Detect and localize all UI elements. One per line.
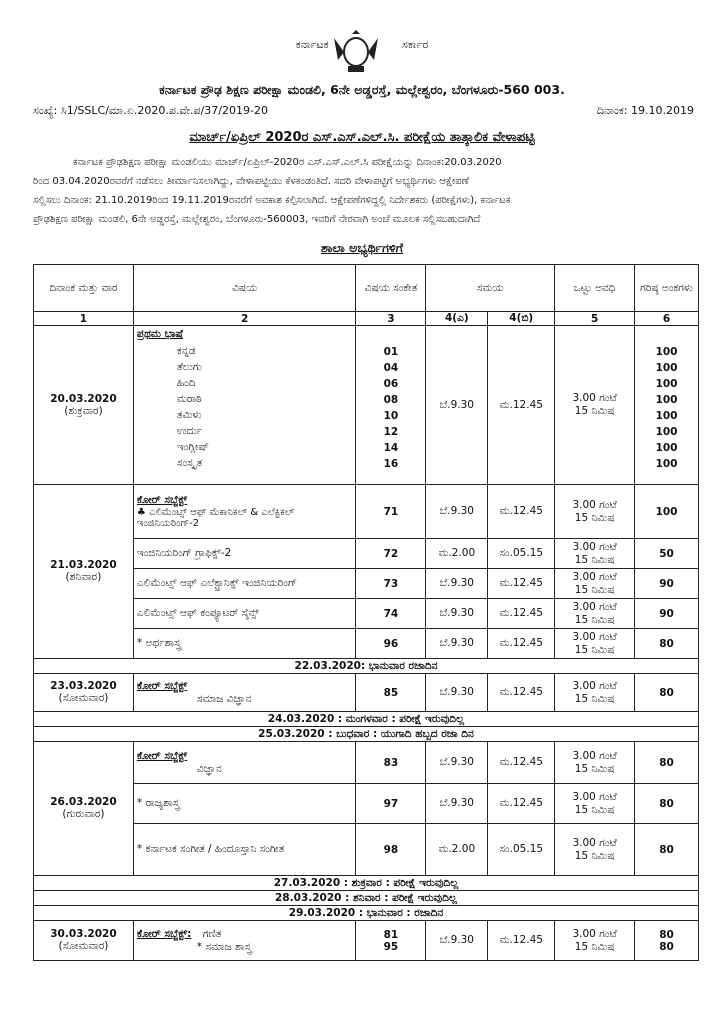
intro-line: ಪ್ರೌಢಶಿಕ್ಷಣ ಪರೀಕ್ಷಾ ಮಂಡಲಿ, 6ನೇ ಅಡ್ಡರಸ್ತೆ, ಮಲ್ಲೇಶ್ವರಂ, ಬೆಂಗಳೂರು-560003, ಇವರಿಗೆ ನೇರವಾಗಿ ಅಂಚೆ ಮೂಲಕ ಸಲ್ಲಿಸಬಹುದಾಗಿದೆ	[33, 214, 481, 225]
duration-hours: 3.00 ಗಂಟೆ	[572, 570, 617, 583]
table-row	[34, 569, 699, 599]
col-number: 6	[635, 312, 699, 326]
duration-hours: 3.00 ಗಂಟೆ	[572, 540, 617, 553]
subject-code: 12	[383, 426, 399, 438]
subject-group-heading: ಪ್ರಥಮ ಭಾಷೆ	[136, 328, 183, 340]
start-time: ಬೆ.9.30	[426, 629, 488, 659]
end-time: ಮ.12.45	[488, 599, 555, 629]
date-text: 30.03.2020	[50, 928, 117, 940]
exam-date	[34, 485, 134, 659]
date-text: 26.03.2020	[50, 796, 117, 808]
end-time: ಮ.12.45	[488, 674, 555, 712]
subject-name: ಸಮಾಜ ವಿಜ್ಞಾನ	[196, 692, 252, 705]
subject-code: 04	[383, 362, 399, 374]
start-time: ಬೆ.9.30	[426, 599, 488, 629]
duration-minutes: 15 ನಿಮಿಷ	[574, 803, 615, 816]
table-row	[34, 326, 699, 485]
start-time: ಬೆ.9.30	[426, 326, 488, 485]
day-text: (ಶುಕ್ರವಾರ)	[64, 404, 103, 417]
max-marks: 100	[655, 442, 678, 454]
subject-name: ಎಲಿಮೆಂಟ್ಸ್ ಆಫ್ ಕಂಪ್ಯೂಟರ್ ಸೈನ್ಸ್	[133, 599, 356, 629]
holiday-row	[34, 876, 699, 891]
end-time: ಮ.12.45	[488, 569, 555, 599]
subject-name: ಗಣಿತ	[202, 927, 222, 940]
subject-name: ಹಿಂದಿ	[176, 377, 196, 389]
day-text: (ಶನಿವಾರ)	[65, 571, 102, 583]
table-header-row	[34, 265, 699, 312]
start-time: ಬೆ.9.30	[426, 674, 488, 712]
date-text: 23.03.2020	[50, 680, 117, 692]
subject-cell	[133, 326, 356, 485]
subject-code: 14	[383, 442, 399, 454]
duration-minutes: 15 ನಿಮಿಷ	[574, 940, 615, 953]
intro-line: ಕರ್ನಾಟಕ ಪ್ರೌಢಶಿಕ್ಷಣ ಪರೀಕ್ಷಾ ಮಂಡಲಿಯು ಮಾರ್ಚ್/ಏಪ್ರಿಲ್-2020ರ ಎಸ್.ಎಸ್.ಎಲ್.ಸಿ ಪರೀಕ್ಷೆಯನ್ನು ದಿನಾಂಕ:20.03.2020	[73, 157, 502, 168]
duration-minutes: 15 ನಿಮಿಷ	[574, 762, 615, 775]
duration-minutes: 15 ನಿಮಿಷ	[574, 692, 615, 705]
holiday-note: 25.03.2020 : ಬುಧವಾರ : ಯುಗಾದಿ ಹಬ್ಬದ ರಜಾ ದಿನ	[34, 727, 699, 742]
duration-hours: 3.00 ಗಂಟೆ	[572, 927, 617, 940]
duration-minutes: 15 ನಿಮಿಷ	[574, 849, 615, 862]
holiday-row	[34, 659, 699, 674]
day-text: (ಸೋಮವಾರ)	[58, 940, 109, 952]
subject-name: ಸಂಸ್ಕೃತ	[176, 457, 203, 469]
holiday-note: 27.03.2020 : ಶುಕ್ರವಾರ : ಪರೀಕ್ಷೆ ಇರುವುದಿಲ್ಲ	[34, 876, 699, 891]
max-marks: 90	[635, 569, 699, 599]
max-marks: 100	[655, 346, 678, 358]
max-marks: 80	[659, 928, 674, 941]
subject-name: * ಕರ್ನಾಟಕ ಸಂಗೀತ / ಹಿಂದೂಸ್ತಾನಿ ಸಂಗೀತ	[133, 824, 356, 876]
emblem-icon	[330, 30, 382, 74]
subject-cell	[133, 742, 356, 784]
intro-line: ರಿಂದ 03.04.2020ರವರೆಗೆ ನಡೆಸಲು ತೀರ್ಮಾನಿಸಲಾಗಿದ್ದು, ವೇಳಾಪಟ್ಟಿಯು ಕೆಳಕಂಡಂತಿದೆ. ಸದರಿ ವೇಳಾಪಟ್ಟಿಗೆ ಅಭ್ಯರ್ಥಿಗಳು ಆಕ್ಷೇಪಣೆ	[33, 176, 469, 187]
reference-number: ಸಂಖ್ಯೆ: ಸಿ1/SSLC/ಮಾ.ಏ.2020.ಪ.ವೇ.ಪ/37/2019-20	[33, 104, 268, 117]
subject-code: 16	[383, 458, 399, 470]
subject-cell	[133, 674, 356, 712]
subject-name: ಉರ್ದು	[176, 425, 203, 437]
subject-code: 95	[383, 940, 399, 953]
duration-minutes: 15 ನಿಮಿಷ	[574, 405, 615, 417]
duration	[555, 539, 635, 569]
duration	[555, 326, 635, 485]
subject-group-heading: ಕೋರ್ ಸಬ್ಜೆಕ್ಟ್	[136, 679, 188, 692]
end-time: ಮ.12.45	[488, 921, 555, 961]
col-subject: ವಿಷಯ	[133, 265, 356, 312]
intro-line: ಸಲ್ಲಿಸಲು ದಿನಾಂಕ: 21.10.2019ರಿಂದ 19.11.2019ರವರೆಗೆ ಅವಕಾಶ ಕಲ್ಪಿಸಲಾಗಿದೆ. ಆಕ್ಷೇಪಣೆಗಳಿದ್ದಲ್ಲಿ ನಿರ್ದೇಶಕರು (ಪರೀಕ್ಷೆಗಳು), ಕರ್ನಾಟಕ	[33, 195, 511, 206]
duration-hours: 3.00 ಗಂಟೆ	[572, 790, 617, 803]
holiday-note: 28.03.2020 : ಶನಿವಾರ : ಪರೀಕ್ಷೆ ಇರುವುದಿಲ್ಲ	[34, 891, 699, 906]
holiday-note: 29.03.2020 : ಭಾನುವಾರ : ರಜಾದಿನ	[34, 906, 699, 921]
holiday-row	[34, 906, 699, 921]
date-text: 20.03.2020	[50, 392, 117, 405]
max-marks: 80	[635, 674, 699, 712]
table-row	[34, 599, 699, 629]
duration-hours: 3.00 ಗಂಟೆ	[572, 679, 617, 692]
exam-date	[34, 326, 134, 485]
marks-cell	[635, 326, 699, 485]
max-marks: 90	[635, 599, 699, 629]
subject-name: ಇಂಗ್ಲೀಷ್	[176, 441, 209, 453]
subject-code: 08	[383, 394, 399, 406]
end-time: ಮ.12.45	[488, 485, 555, 539]
exam-date	[34, 742, 134, 876]
holiday-row	[34, 727, 699, 742]
holiday-note: 24.03.2020 : ಮಂಗಳವಾರ : ಪರೀಕ್ಷೆ ಇರುವುದಿಲ್ಲ	[34, 712, 699, 727]
subject-code: 73	[356, 569, 426, 599]
subject-code: 98	[356, 824, 426, 876]
max-marks: 100	[655, 362, 678, 374]
subject-group-heading: ಕೋರ್ ಸಬ್ಜೆಕ್ಟ್	[136, 749, 188, 762]
issue-date: ದಿನಾಂಕ: 19.10.2019	[596, 104, 694, 117]
start-time: ಬೆ.9.30	[426, 921, 488, 961]
max-marks: 100	[655, 394, 678, 406]
col-number: 1	[34, 312, 134, 326]
start-time: ಬೆ.9.30	[426, 485, 488, 539]
col-number: 2	[133, 312, 356, 326]
subject-name: ಕನ್ನಡ	[176, 345, 196, 357]
duration-hours: 3.00 ಗಂಟೆ	[572, 392, 617, 404]
subject-code: 74	[356, 599, 426, 629]
table-row	[34, 539, 699, 569]
subject-code: 06	[383, 378, 399, 390]
subject-name: * ಸಮಾಜ ಶಾಸ್ತ್ರ	[196, 940, 252, 953]
gov-left: ಕರ್ನಾಟಕ	[295, 38, 329, 51]
duration-hours: 3.00 ಗಂಟೆ	[572, 836, 617, 849]
duration	[555, 674, 635, 712]
holiday-row	[34, 891, 699, 906]
table-row	[34, 921, 699, 961]
day-text: (ಗುರುವಾರ)	[62, 808, 105, 820]
col-time: ಸಮಯ	[426, 265, 555, 312]
col-number: 3	[356, 312, 426, 326]
date-text: 21.03.2020	[50, 559, 117, 571]
col-number: 5	[555, 312, 635, 326]
subject-code: 72	[356, 539, 426, 569]
max-marks: 80	[635, 629, 699, 659]
duration-minutes: 15 ನಿಮಿಷ	[574, 511, 615, 524]
subject-code: 71	[356, 485, 426, 539]
max-marks: 80	[659, 940, 674, 953]
subject-name: ಇಂಜಿನಿಯರಿಂಗ್ ಗ್ರಾಫಿಕ್ಸ್-2	[133, 539, 356, 569]
subject-list	[137, 343, 353, 471]
duration	[555, 921, 635, 961]
duration-minutes: 15 ನಿಮಿಷ	[574, 643, 615, 656]
max-marks: 50	[635, 539, 699, 569]
table-row	[34, 674, 699, 712]
start-time: ಮ.2.00	[426, 539, 488, 569]
subject-code: 01	[383, 346, 399, 358]
end-time: ಮ.12.45	[488, 629, 555, 659]
duration-hours: 3.00 ಗಂಟೆ	[572, 498, 617, 511]
page-title: ಮಾರ್ಚ್/ಏಪ್ರಿಲ್ 2020ರ ಎಸ್.ಎಸ್.ಎಲ್.ಸಿ. ಪರೀಕ್ಷೆಯ ತಾತ್ಕಾಲಿಕ ವೇಳಾಪಟ್ಟಿ	[189, 130, 535, 145]
subject-cell	[133, 485, 356, 539]
subject-code: 96	[356, 629, 426, 659]
column-number-row	[34, 312, 699, 326]
code-cell	[356, 921, 426, 961]
marks-cell	[635, 921, 699, 961]
max-marks: 80	[635, 742, 699, 784]
subject-name: * ರಾಜ್ಯಶಾಸ್ತ್ರ	[133, 784, 356, 824]
table-row	[34, 485, 699, 539]
gov-right: ಸರ್ಕಾರ	[402, 38, 429, 51]
section-heading: ಶಾಲಾ ಅಭ್ಯರ್ಥಿಗಳಿಗೆ	[320, 240, 403, 255]
max-marks: 100	[655, 378, 678, 390]
max-marks: 100	[655, 458, 678, 470]
duration-hours: 3.00 ಗಂಟೆ	[572, 630, 617, 643]
col-number: 4(ಬಿ)	[488, 312, 555, 326]
duration	[555, 784, 635, 824]
subject-code: 83	[356, 742, 426, 784]
max-marks: 100	[635, 485, 699, 539]
subject-group-heading: ಕೋರ್ ಸಬ್ಜೆಕ್ಟ್:	[136, 927, 192, 940]
subject-name: ವಿಜ್ಞಾನ	[196, 762, 222, 775]
subject-name: ಎಲಿಮೆಂಟ್ಸ್ ಆಫ್ ಎಲೆಕ್ಟ್ರಾನಿಕ್ಸ್ ಇಂಜಿನಿಯರಿಂಗ್	[133, 569, 356, 599]
end-time: ಮ.12.45	[488, 326, 555, 485]
holiday-row	[34, 712, 699, 727]
max-marks: 100	[655, 426, 678, 438]
table-row	[34, 824, 699, 876]
subject-group-heading: ಕೋರ್ ಸಬ್ಜೆಕ್ಟ್	[136, 494, 188, 506]
holiday-note: 22.03.2020: ಭಾನುವಾರ ರಜಾದಿನ	[34, 659, 699, 674]
table-row	[34, 629, 699, 659]
duration-minutes: 15 ನಿಮಿಷ	[574, 553, 615, 566]
subject-code: 97	[356, 784, 426, 824]
col-date: ದಿನಾಂಕ ಮತ್ತು ವಾರ	[34, 265, 134, 312]
duration	[555, 569, 635, 599]
col-marks: ಗರಿಷ್ಠ ಅಂಕಗಳು	[635, 265, 699, 312]
subject-name: ತಮಿಳು	[176, 409, 202, 421]
intro-paragraph	[33, 153, 699, 229]
subject-code: 85	[356, 674, 426, 712]
subject-name: ತೆಲುಗು	[176, 361, 202, 373]
subject-code: 81	[383, 928, 399, 941]
start-time: ಬೆ.9.30	[426, 784, 488, 824]
table-row	[34, 742, 699, 784]
col-code: ವಿಷಯ ಸಂಕೇತ	[356, 265, 426, 312]
end-time: ಸಂ.05.15	[488, 824, 555, 876]
table-row	[34, 784, 699, 824]
duration-minutes: 15 ನಿಮಿಷ	[574, 613, 615, 626]
duration	[555, 629, 635, 659]
col-duration: ಒಟ್ಟು ಅವಧಿ	[555, 265, 635, 312]
day-text: (ಸೋಮವಾರ)	[58, 692, 109, 704]
duration-minutes: 15 ನಿಮಿಷ	[574, 583, 615, 596]
board-address: ಕರ್ನಾಟಕ ಪ್ರೌಢ ಶಿಕ್ಷಣ ಪರೀಕ್ಷಾ ಮಂಡಲಿ, 6ನೇ ಅಡ್ಡರಸ್ತೆ, ಮಲ್ಲೇಶ್ವರಂ, ಬೆಂಗಳೂರು-560 003.	[159, 82, 565, 97]
schedule-table	[33, 264, 699, 961]
duration	[555, 742, 635, 784]
max-marks: 100	[655, 410, 678, 422]
max-marks: 80	[635, 824, 699, 876]
duration	[555, 824, 635, 876]
duration-hours: 3.00 ಗಂಟೆ	[572, 600, 617, 613]
subject-cell	[133, 921, 356, 961]
duration	[555, 599, 635, 629]
end-time: ಸಂ.05.15	[488, 539, 555, 569]
code-cell	[356, 326, 426, 485]
subject-code: 10	[383, 410, 399, 422]
exam-date	[34, 921, 134, 961]
start-time: ಬೆ.9.30	[426, 742, 488, 784]
end-time: ಮ.12.45	[488, 784, 555, 824]
exam-date	[34, 674, 134, 712]
start-time: ಮ.2.00	[426, 824, 488, 876]
col-number: 4(ಎ)	[426, 312, 488, 326]
subject-name: * ಅರ್ಥಶಾಸ್ತ್ರ	[133, 629, 356, 659]
subject-name: ಮರಾಠಿ	[176, 393, 202, 405]
start-time: ಬೆ.9.30	[426, 569, 488, 599]
end-time: ಮ.12.45	[488, 742, 555, 784]
subject-name: ♣ ಎಲಿಮೆಂಟ್ಸ್ ಆಫ್ ಮೆಕಾನಿಕಲ್ & ಎಲೆಕ್ಟಿಕಲ್ ಇಂಜಿನಿಯರಿಂಗ್-2	[136, 507, 295, 529]
max-marks: 80	[635, 784, 699, 824]
duration-hours: 3.00 ಗಂಟೆ	[572, 749, 617, 762]
duration	[555, 485, 635, 539]
